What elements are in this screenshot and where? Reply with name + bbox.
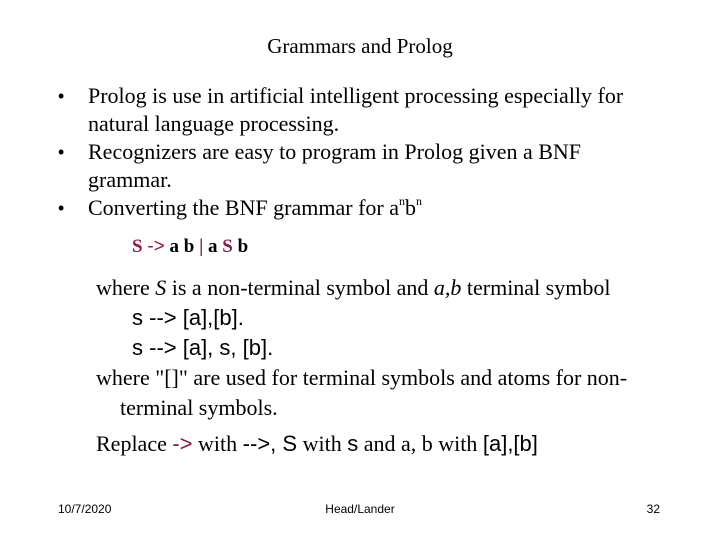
prolog-code-line: s --> [a],[b]. xyxy=(132,305,244,330)
footer-page-number: 32 xyxy=(646,502,660,516)
rule-bar: | xyxy=(199,236,204,257)
text-span: with xyxy=(192,431,243,456)
bullet-text: b xyxy=(405,195,416,220)
text-span: where xyxy=(96,275,156,300)
bullet-text: Converting the BNF grammar for a xyxy=(88,195,399,220)
bullet-text-line: Prolog is use in artificial intelligent processing especially for xyxy=(88,83,624,108)
rule-alt1: a b xyxy=(169,236,195,257)
bullet-text-line: Recognizers are easy to program in Prolog given a BNF xyxy=(88,139,582,164)
bullet-item xyxy=(58,194,698,222)
bullet-dot-icon: • xyxy=(58,198,65,218)
bullet-dot-icon: • xyxy=(58,142,65,162)
rule-lhs: S xyxy=(132,236,143,257)
bullet-text-line: grammar. xyxy=(88,167,172,192)
italic-symbol: S xyxy=(155,275,167,300)
footer-author: Head/Lander xyxy=(325,502,395,516)
rule-alt2-post: b xyxy=(232,236,249,257)
superscript-n: n xyxy=(399,193,405,208)
bullet-item xyxy=(58,138,698,194)
rule-alt2-pre: a xyxy=(208,236,223,257)
bullet-text-line: natural language processing. xyxy=(88,111,340,136)
text-span: terminal symbol xyxy=(461,275,611,300)
text-span: Replace xyxy=(96,431,173,456)
prolog-code-line: s --> [a], s, [b]. xyxy=(132,335,274,360)
replace-line xyxy=(96,429,696,459)
explanation-block xyxy=(96,273,696,459)
grammar-rule xyxy=(132,235,248,259)
replace-arrow: -> xyxy=(172,431,193,456)
code-span: [a],[b] xyxy=(482,431,538,456)
text-span: is a non-terminal symbol and xyxy=(166,275,434,300)
rule-arrow: -> xyxy=(147,236,165,257)
text-span: and a, b with xyxy=(358,431,483,456)
rule-alt2-S: S xyxy=(222,236,233,257)
slide-title: Grammars and Prolog xyxy=(267,34,453,58)
bullet-item xyxy=(58,82,698,138)
code-span: s xyxy=(347,431,359,456)
where-line xyxy=(96,273,696,303)
footer-date: 10/7/2020 xyxy=(58,502,112,516)
where-line-2: where "[]" are used for terminal symbols and atoms for non- xyxy=(96,365,628,390)
bullet-list xyxy=(58,82,698,222)
bullet-dot-icon: • xyxy=(58,86,65,106)
italic-symbol: a,b xyxy=(433,275,462,300)
where-line-2-cont: terminal symbols. xyxy=(120,395,278,420)
text-span: with xyxy=(297,431,348,456)
code-span: -->, S xyxy=(242,431,298,456)
superscript-n: n xyxy=(416,193,422,208)
